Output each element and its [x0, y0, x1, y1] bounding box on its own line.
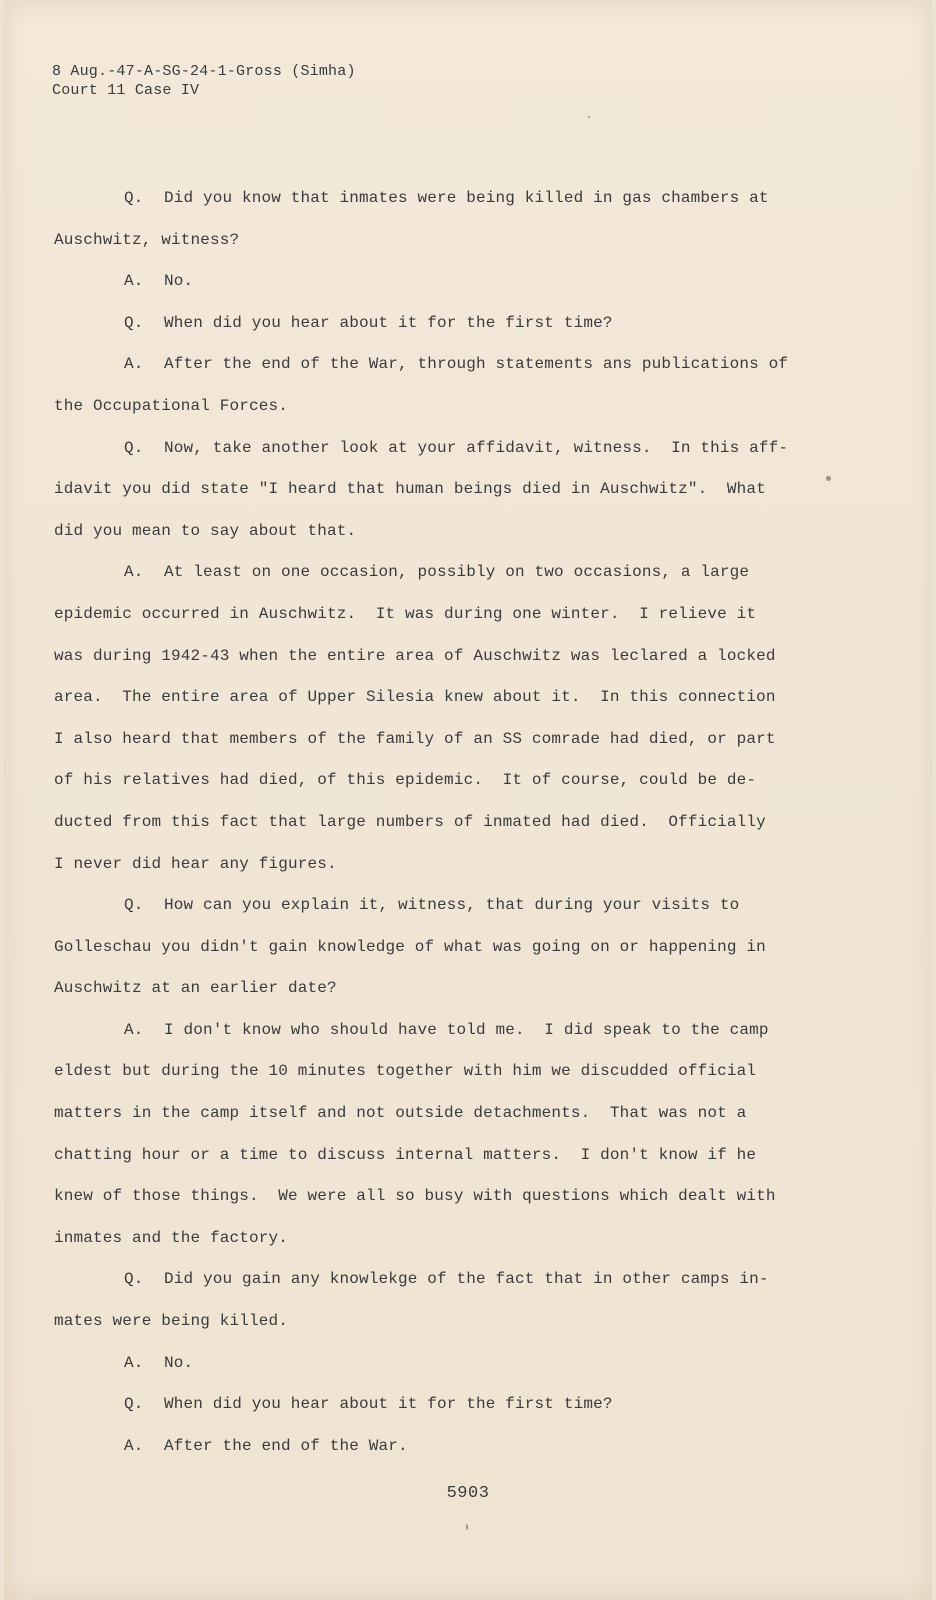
- transcript-turn-line: [54, 1010, 824, 1052]
- line-text: How can you explain it, witness, that during your visits to: [164, 896, 740, 915]
- line-text: mates were being killed.: [54, 1312, 289, 1331]
- transcript-continuation-line: [54, 220, 824, 262]
- transcript-continuation-line: [54, 927, 824, 969]
- speaker-label: Q.: [124, 189, 144, 207]
- transcript-turn-line: [54, 1426, 824, 1468]
- case-reference-line: 8 Aug.-47-A-SG-24-1-Gross (Simha): [52, 63, 356, 80]
- transcript-continuation-line: [54, 677, 824, 719]
- line-text: I never did hear any figures.: [54, 854, 337, 873]
- line-text: area. The entire area of Upper Silesia knew about it. In this connection: [54, 688, 776, 707]
- transcript-body: [54, 178, 824, 1467]
- document-header: [52, 62, 356, 100]
- line-text: chatting hour or a time to discuss internal matters. I don't know if he: [54, 1145, 757, 1164]
- transcript-turn-line: [54, 428, 824, 470]
- line-text: When did you hear about it for the first time?: [164, 313, 613, 332]
- page-number: 5903: [446, 1484, 490, 1503]
- line-text: I don't know who should have told me. I did speak to the camp: [164, 1020, 769, 1039]
- line-text: At least on one occasion, possibly on two occasions, a large: [164, 563, 750, 582]
- speaker-label: A.: [124, 355, 144, 374]
- transcript-turn-line: [54, 1259, 824, 1301]
- line-text: epidemic occurred in Auschwitz. It was during one winter. I relieve it: [54, 604, 757, 623]
- transcript-turn-line: [54, 552, 824, 594]
- line-text: was during 1942-43 when the entire area of Auschwitz was leclared a locked: [54, 646, 776, 665]
- line-text: the Occupational Forces.: [54, 396, 289, 415]
- transcript-continuation-line: [54, 968, 824, 1010]
- transcript-continuation-line: [54, 844, 824, 886]
- transcript-continuation-line: [54, 594, 824, 636]
- transcript-continuation-line: [54, 1135, 824, 1177]
- speaker-label: Q.: [124, 1395, 144, 1414]
- line-text: matters in the camp itself and not outside detachments. That was not a: [54, 1104, 747, 1123]
- speaker-label: A.: [124, 563, 144, 582]
- document-page: [4, 0, 932, 1600]
- line-text: I also heard that members of the family of an SS comrade had died, or part: [54, 729, 776, 748]
- transcript-continuation-line: [54, 719, 824, 761]
- line-text: Auschwitz at an earlier date?: [54, 979, 337, 998]
- speaker-label: Q.: [124, 896, 144, 915]
- line-text: No.: [164, 272, 194, 291]
- transcript-continuation-line: [54, 1218, 824, 1260]
- speaker-label: Q.: [124, 1270, 144, 1289]
- line-text: knew of those things. We were all so busy with questions which dealt with: [54, 1187, 776, 1206]
- line-text: of his relatives had died, of this epidemic. It of course, could be de-: [54, 771, 757, 790]
- line-text: idavit you did state "I heard that human beings died in Auschwitz". What: [54, 480, 766, 499]
- transcript-turn-line: [54, 178, 824, 220]
- transcript-continuation-line: [54, 511, 824, 553]
- line-text: Now, take another look at your affidavit, witness. In this aff-: [164, 438, 789, 457]
- line-text: did you mean to say about that.: [54, 521, 357, 540]
- line-text: After the end of the War, through statements ans publications of: [164, 355, 789, 374]
- transcript-turn-line: [54, 885, 824, 927]
- line-text: No.: [164, 1353, 194, 1372]
- line-text: Golleschau you didn't gain knowledge of what was going on or happening in: [54, 937, 766, 956]
- transcript-continuation-line: [54, 469, 824, 511]
- transcript-turn-line: [54, 1384, 824, 1426]
- transcript-turn-line: [54, 344, 824, 386]
- transcript-turn-line: [54, 303, 824, 345]
- speaker-label: A.: [124, 1436, 144, 1455]
- transcript-continuation-line: [54, 1051, 824, 1093]
- line-text: eldest but during the 10 minutes together with him we discudded official: [54, 1062, 757, 1081]
- speaker-label: A.: [124, 1353, 144, 1372]
- line-text: Did you know that inmates were being killed in gas chambers at: [164, 189, 769, 207]
- transcript-continuation-line: [54, 802, 824, 844]
- line-text: After the end of the War.: [164, 1436, 408, 1455]
- line-text: Auschwitz, witness?: [54, 230, 240, 249]
- paper-speck: [826, 476, 831, 481]
- transcript-continuation-line: [54, 386, 824, 428]
- speaker-label: A.: [124, 1020, 144, 1039]
- transcript-continuation-line: [54, 760, 824, 802]
- transcript-continuation-line: [54, 1176, 824, 1218]
- paper-speck: [466, 1524, 468, 1530]
- paper-speck: [588, 116, 590, 118]
- speaker-label: A.: [124, 272, 144, 291]
- transcript-continuation-line: [54, 1301, 824, 1343]
- line-text: Did you gain any knowlekge of the fact that in other camps in-: [164, 1270, 769, 1289]
- speaker-label: Q.: [124, 438, 144, 457]
- speaker-label: Q.: [124, 313, 144, 332]
- transcript-continuation-line: [54, 1093, 824, 1135]
- transcript-turn-line: [54, 1343, 824, 1385]
- transcript-turn-line: [54, 261, 824, 303]
- transcript-continuation-line: [54, 636, 824, 678]
- line-text: inmates and the factory.: [54, 1228, 289, 1247]
- court-case-line: Court 11 Case IV: [52, 82, 200, 99]
- line-text: ducted from this fact that large numbers of inmated had died. Officially: [54, 812, 766, 831]
- line-text: When did you hear about it for the first time?: [164, 1395, 613, 1414]
